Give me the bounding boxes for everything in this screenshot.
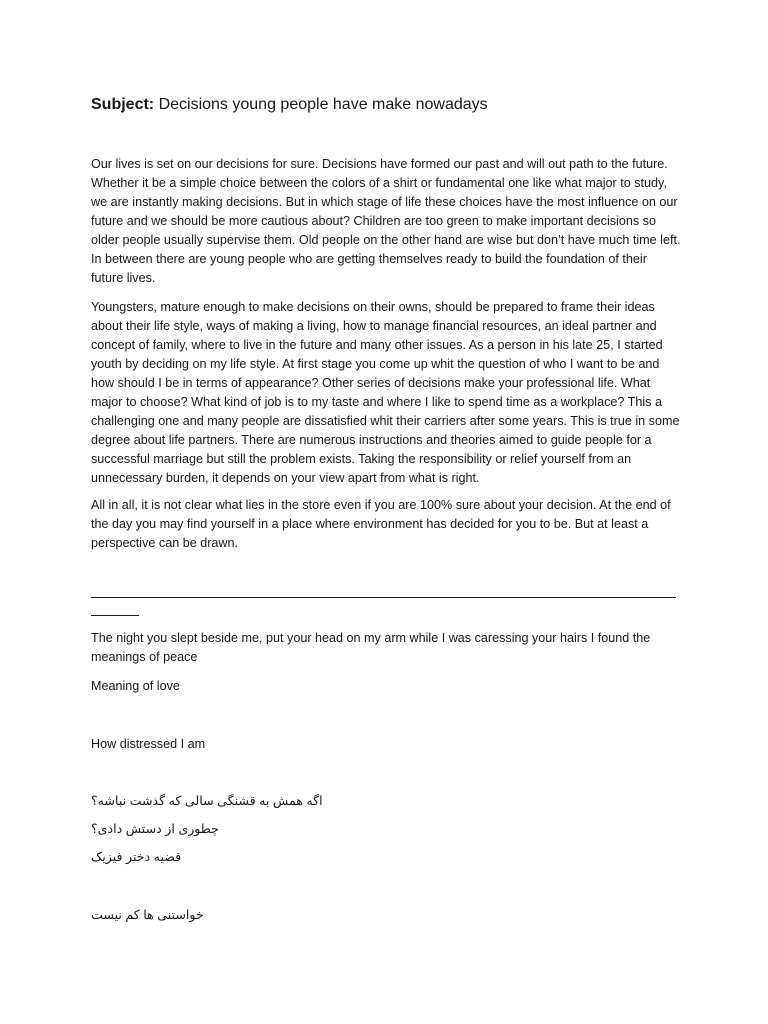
separator-line-continuation bbox=[91, 615, 139, 616]
poem-line-1: The night you slept beside me, put your head on my arm while I was caressing your hairs I found the meanings of peace bbox=[91, 631, 651, 664]
persian-line-3: قضیه دختر فیزیک bbox=[91, 850, 182, 864]
essay-paragraph-2: Youngsters, mature enough to make decisions on their owns, should be prepared to frame their ideas about their life style, ways of making a living, how to manage financial resources, an ideal partner and concept of family, where to live in the future and many other issues. As a person in his late 25, I started youth by deciding on my life style. At first stage you come up whit the question of who I want to be and how should I be in terms of appearance? Other series of decisions make your professional life. What major to choose? What kind of job is to my taste and where I like to spend time as a workplace? This a challenging one and many people are dissatisfied whit their carriers after some years. This is true in some degree about life partners. There are numerous instructions and theories aimed to guide people for a successful marriage but still the problem exists. Taking the responsibility or relief yourself from an unnecessary burden, it depends on your view apart from what is right. bbox=[91, 300, 680, 485]
essay-paragraph-1: Our lives is set on our decisions for sure. Decisions have formed our past and will out path to the future. Whether it be a simple choice between the colors of a shirt or fundamental one like what major to study, we are instantly making decisions. But in which stage of life these choices have the most influence on our future and we should be more cautious about? Children are too green to make important decisions so older people usually supervise them. Old people on the other hand are wise but don’t have much time left. In between there are young people who are getting themselves ready to build the foundation of their future lives. bbox=[91, 157, 681, 285]
persian-line-2: چطوری از دستش دادی؟ bbox=[91, 822, 219, 836]
persian-line-4: خواستنی ها کم نیست bbox=[91, 908, 204, 922]
subject-title: Decisions young people have make nowadays bbox=[154, 96, 488, 113]
persian-line-1: اگه همش به قشنگی سالی که گذشت نباشه؟ bbox=[91, 794, 323, 808]
subject-label: Subject: bbox=[91, 96, 155, 113]
essay-paragraph-3: All in all, it is not clear what lies in the store even if you are 100% sure about your decision. At the end of the day you may find yourself in a place where environment has decided for you to be. But at least a perspective can be drawn. bbox=[91, 498, 671, 550]
poem-line-3: How distressed I am bbox=[91, 737, 206, 751]
poem-line-2: Meaning of love bbox=[91, 679, 180, 693]
subject-heading bbox=[91, 95, 691, 115]
separator-line bbox=[91, 597, 676, 598]
